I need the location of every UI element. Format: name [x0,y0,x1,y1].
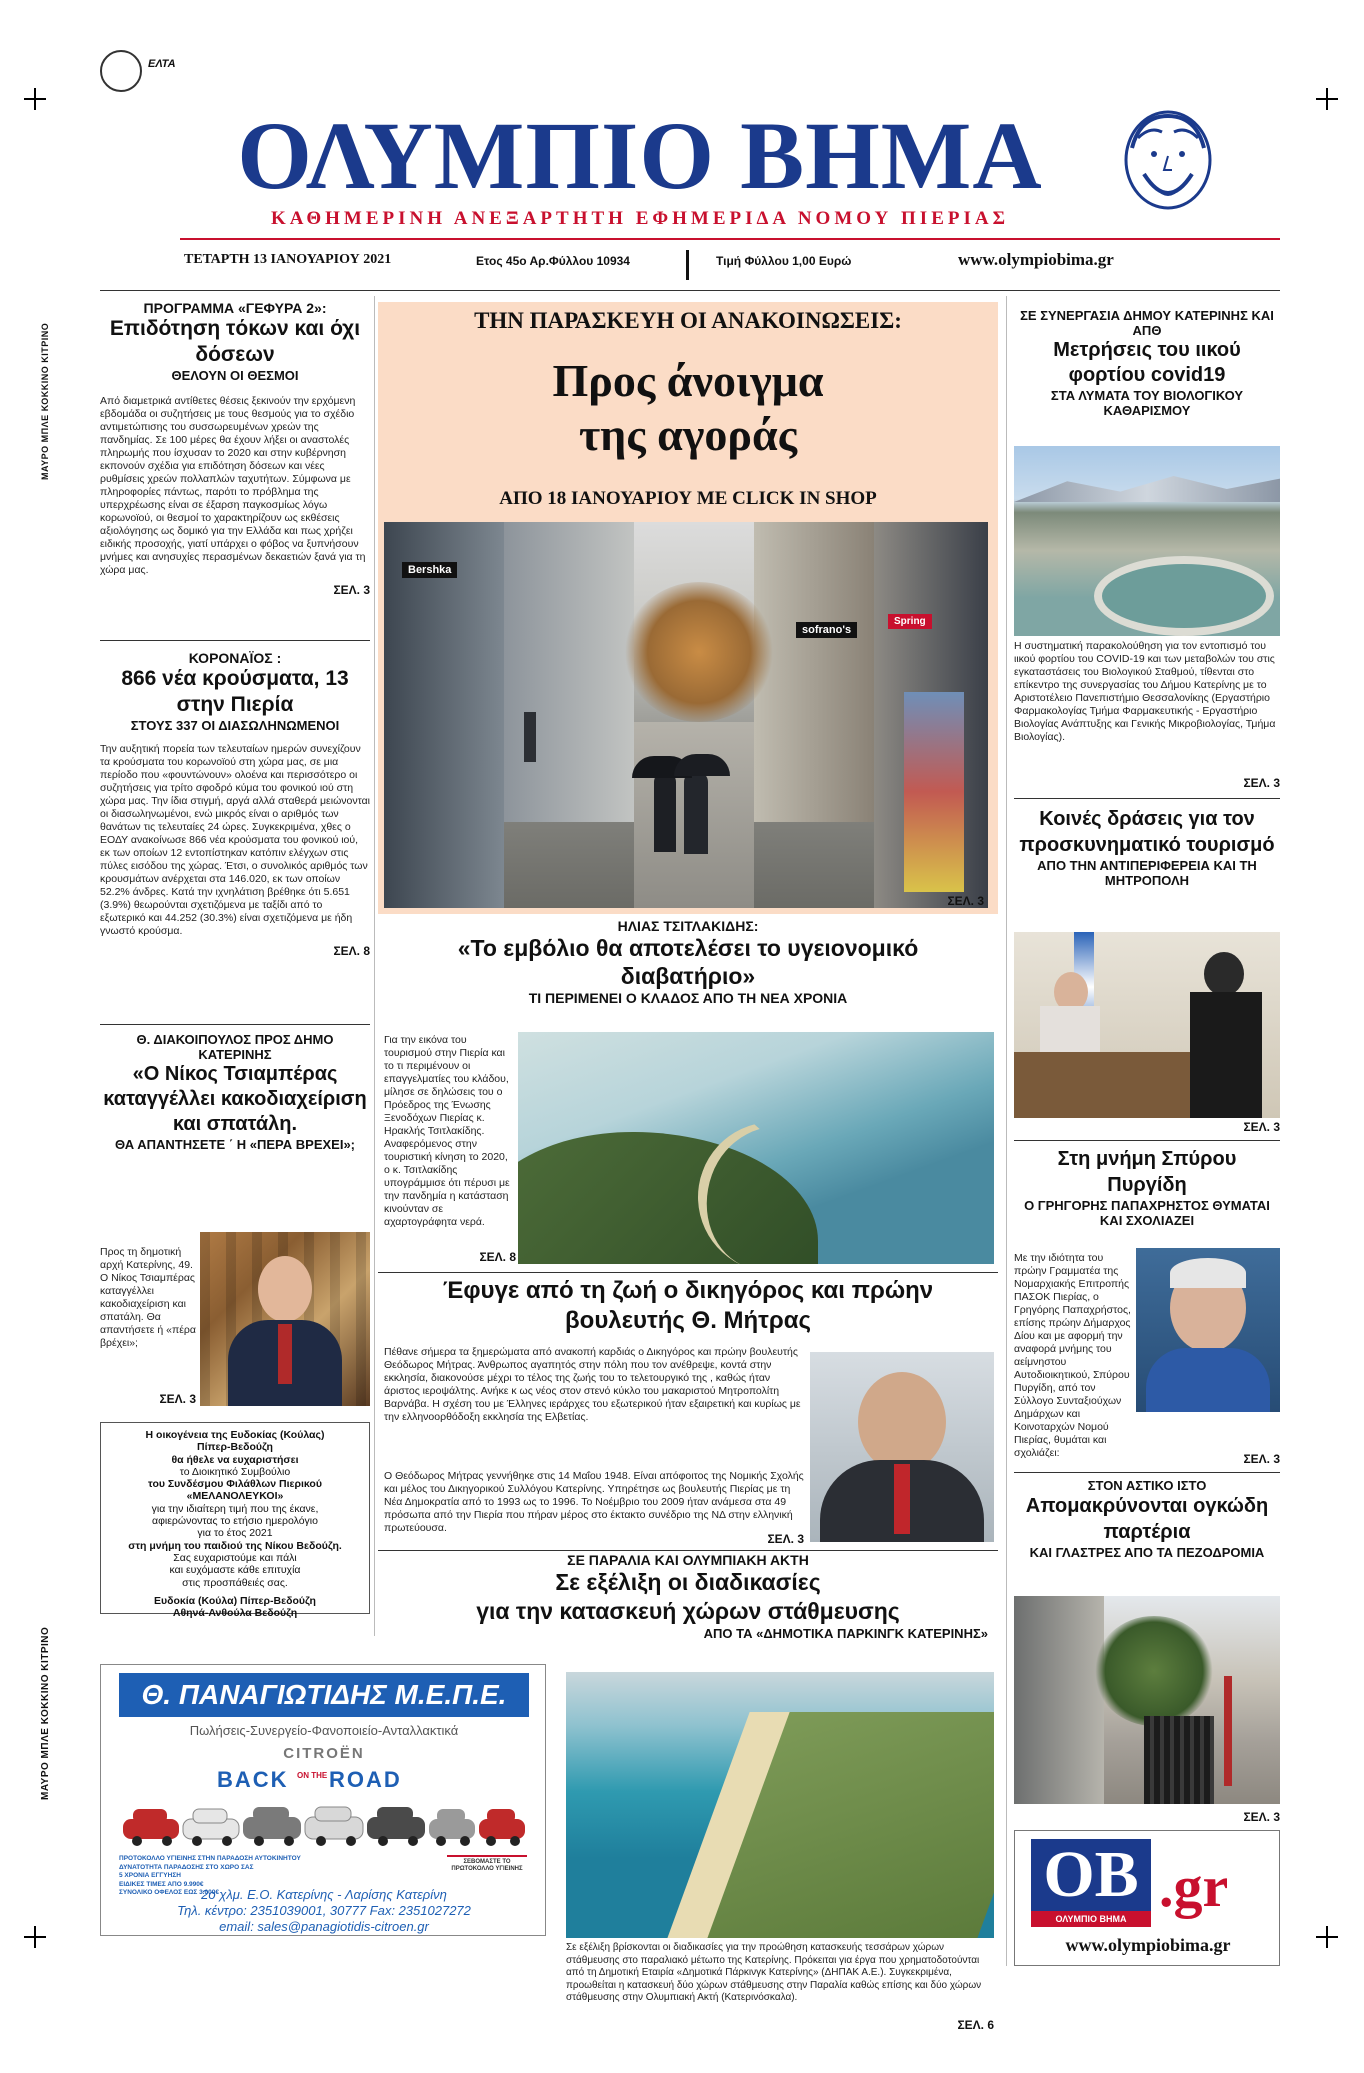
headline: Επιδότηση τόκων και όχι δόσεων [109,317,361,366]
page-ref: ΣΕΛ. 3 [1243,1810,1280,1824]
notice-line: αφιερώνοντας το ετήσιο ημερολόγιο [152,1515,318,1528]
ad-company: Θ. ΠΑΝΑΓΙΩΤΙΔΗΣ Μ.Ε.Π.Ε. [119,1673,529,1717]
divider [686,250,689,280]
page-ref: ΣΕΛ. 6 [957,2018,994,2032]
ob-logo-name: ΟΛΥΜΠΙΟ ΒΗΜΑ [1031,1911,1151,1927]
page-ref: ΣΕΛ. 3 [1243,776,1280,790]
meeting-photo [1014,932,1280,1118]
website-link[interactable]: www.olympiobima.gr [958,250,1114,269]
notice-line: του Συνδέσμου Φιλάθλων Πιερικού [148,1478,322,1491]
headline-line1: Σε εξέλιξη οι διαδικασίες [555,1569,821,1595]
article-gefyra [100,300,370,597]
kicker: ΗΛΙΑΣ ΤΣΙΤΛΑΚΙΔΗΣ: [617,918,759,934]
ad-bullet: ΕΙΔΙΚΕΣ ΤΙΜΕΣ ΑΠΟ 9.990€ [119,1880,204,1888]
ad-bullet: 5 ΧΡΟΝΙΑ ΕΓΓΥΗΣΗ [119,1872,181,1879]
article-liakopoulos [100,1032,370,1152]
kicker: ΣΕ ΣΥΝΕΡΓΑΣΙΑ ΔΗΜΟΥ ΚΑΤΕΡΙΝΗΣ ΚΑΙ ΑΠΘ [1020,308,1274,338]
subhead: ΑΠΟ ΤΗΝ ΑΝΤΙΠΕΡΙΦΕΡΕΙΑ ΚΑΙ ΤΗ ΜΗΤΡΟΠΟΛΗ [1037,858,1257,888]
mitras-portrait-photo [810,1352,994,1542]
article-pyrgidis [1014,1146,1280,1228]
ad-slogan-onthe: ON THE [297,1771,328,1780]
article-tourism [1014,806,1280,888]
headline: «Ο Νίκος Τσιαμπέρας καταγγέλλει κακοδιαχείριση και σπατάλη. [103,1063,367,1135]
cars-illustration [119,1797,529,1851]
body-text: Με την ιδιότητα του πρώην Γραμματέα της Νομαρχιακής Επιτροπής ΠΑΣΟΚ Πιερίας, ο Γρηγόρης Παπαχρήστος, επίσης πρώην Δήμαρχος Δίου και με αφορμή την αναφορά μνήμης του αείμνηστου Αυτοδιοικητικού, Σπύρου Πυργίδη, από τον Σύλλογο Συνταξιούχων Δημάρχων και Κοινοταρχών Νομού Πιερίας, θυμάται και σχολιάζει: [1014,1252,1131,1459]
coast-aerial-photo [518,1032,994,1264]
article-mitras [378,1276,998,1336]
subhead: ΘΑ ΑΠΑΝΤΗΣΕΤΕ ΄ Η «ΠΕΡΑ ΒΡΕΧΕΙ»; [114,1137,356,1152]
citroen-ad [100,1664,546,1936]
body-text: Την αυξητική πορεία των τελευταίων ημερών συνεχίζουν τα κρούσματα του κορωνοϊού στη χώρα μας, σε μια περίοδο που «φουντώνουν» ολοένα και περισσότερο οι συζητήσεις για τρίτο σφοδρό κύμα του φονικού ιού στη χώρα μας. Την ίδια στιγμή, αργά αλλά σταθερά μειώνονται οι διασωληνωμένοι, ενώ μικρός είναι ο αριθμός των θανάτων τις τελευταίες 24 ώρες. Συγκεκριμένα, χθες ο ΕΟΔΥ ανακοίνωσε 866 νέα κρούσματα του φονικού ιού, εκ των οποίων 12 εντοπίστηκαν κατόπιν ελέγχων στις πύλες εισόδου της χώρας. Έτσι, ο συνολικός αριθμός των κρουσμάτων ανέρχεται στα 146.020, εκ των οποίων 52.2% άνδρες. Κατά την ιχνηλάτιση βρέθηκε ότι 5.651 (3.9%) θεωρούνται σχετιζόμενα με ταξίδι από το εξωτερικό και 44.252 (30.3%) είναι σχετιζόμενα με ήδη γνωστό κρούσμα. [100,743,371,937]
headline: «Το εμβόλιο θα αποτελέσει το υγειονομικό διαβατήριο» [457,935,919,989]
shop-sign: sofrano's [796,622,857,638]
promo-url[interactable]: www.olympiobima.gr [1065,1935,1231,1955]
shopping-street-photo [384,522,988,908]
headline-line2: για την κατασκευή χώρων στάθμευσης [476,1598,900,1624]
lead-subhead: ΑΠΟ 18 ΙΑΝΟΥΑΡΙΟΥ ΜΕ CLICK IN SHOP [499,488,877,509]
headline: Μετρήσεις του ιικού φορτίου covid19 [1053,339,1241,386]
crop-mark [24,1926,46,1948]
body-text: Ο Θεόδωρος Μήτρας γεννήθηκε στις 14 Μαΐου 1948. Είναι απόφοιτος της Νομικής Σχολής και μέλος του Δικηγορικού Συλλόγου Κατερίνης. Υπηρέτησε ως βουλευτής Πιερίας με τη Νέα Δημοκρατία από το 1993 ως το 1996. Το Νοέμβριο του 2009 ήταν ανάμεσα στα 49 πρόσωπα από την Πιερία που πήραν μέρος στο έκτακτο συνέδριο της ΝΔ στην ελληνική πρωτεύουσα. [384,1470,804,1534]
ad-email[interactable]: email: sales@panagiotidis-citroen.gr [219,1919,429,1934]
ad-bullet: ΣΥΝΟΛΙΚΟ ΟΦΕΛΟΣ ΕΩΣ 3.000€ [119,1889,219,1896]
crop-mark [1316,1926,1338,1948]
lead-headline-line2: της αγοράς [578,409,798,460]
body-text: Πέθανε σήμερα τα ξημερώματα από ανακοπή καρδιάς ο Δικηγόρος και πρώην βουλευτής Θεόδωρος Μήτρας. Άνθρωπος αγαπητός στην πόλη που τον ανέθρεψε, κοντά στην εκκλησία, διακονούσε μέχρι το τέλος της ζωής του το τελετουργικό της , καθώς ήταν άριστος ιεροψάλτης. Ανήκε κ ως νέος στον στενό κύκλο του μακαριστού Μητροπολίτη Βαρνάβα. Η σχέση του με Έλληνες ιεράρχες του εξωτερικού ήταν εξαιρετική και κυρίως με την ελληνοορθόδοξη εκκλησία της Ελβετίας. [384,1346,801,1423]
ad-bullet: ΠΡΟΤΟΚΟΛΛΟ ΥΓΙΕΙΝΗΣ ΣΤΗΝ ΠΑΡΑΔΟΣΗ ΑΥΤΟΚΙΝΗΤΟΥ [119,1855,301,1862]
body-text: Η συστηματική παρακολούθηση για τον εντοπισμό του ιικού φορτίου του COVID-19 και των μεταβολών του στις εγκαταστάσεις του Βιολογικού Σταθμού, τίθενται στο επίκεντρο της συνεργασίας του Δήμου Κατερίνης με το Αριστοτέλειο Πανεπιστήμιο Θεσσαλονίκης (Εργαστήριο Φαρμακολογίας Τμήμα Φαρμακευτικής - Εργαστήριο Βιολογίας Ανάπτυξης και Γενικής Μικροβιολογίας, Τμήμα Βιολογίας). [1014,640,1276,743]
citroen-logo: CITROËN [283,1745,365,1762]
subhead: ΚΑΙ ΓΛΑΣΤΡΕΣ ΑΠΟ ΤΑ ΠΕΖΟΔΡΟΜΙΑ [1029,1545,1265,1560]
kicker: Θ. ΔΙΑΚΟΙΠΟΥΛΟΣ ΠΡΟΣ ΔΗΜΟ ΚΑΤΕΡΙΝΗΣ [136,1032,334,1062]
kicker: ΚΟΡΟΝΑΪΟΣ : [188,650,282,666]
kicker: ΣΕ ΠΑΡΑΛΙΑ ΚΑΙ ΟΛΥΜΠΙΑΚΗ ΑΚΤΗ [567,1552,809,1568]
notice-line: στη μνήμη του παιδιού της Νίκου Βεδούζη. [128,1539,342,1552]
subhead: ΣΤΟΥΣ 337 ΟΙ ΔΙΑΣΩΛΗΝΩΜΕΝΟΙ [130,718,340,733]
headline: Απομακρύνονται ογκώδη παρτέρια [1025,1495,1269,1543]
shop-sign: Spring [888,614,932,629]
subhead: Ο ΓΡΗΓΟΡΗΣ ΠΑΠΑΧΡΗΣΤΟΣ ΘΥΜΑΤΑΙ ΚΑΙ ΣΧΟΛΙΑΖΕΙ [1024,1198,1270,1228]
article-trees [1014,1478,1280,1560]
body-text: Σε εξέλιξη βρίσκονται οι διαδικασίες για την προώθηση κατασκευής τεσσάρων χώρων στάθμευσης στο παραλιακό μέτωπο της Κατερίνης. Πρόκειται για έργα που χρηματοδοτούνται από τη Δημοτική Εταιρία «Δημοτικά Πάρκινγκ Κατερίνης» (ΔΗΠΑΚ Α.Ε.). Συγκεκριμένα, προωθείται η κατασκευή δύο χώρων στάθμευσης στην Παραλία καθώς επίσης και δύο χώρων στάθμευσης στην Ολυμπιακή Ακτή (Κατερινόσκαλα). [566,1942,982,2003]
issue-price: Τιμή Φύλλου 1,00 Ευρώ [716,254,852,268]
sidewalk-planters-photo [1014,1596,1280,1804]
notice-line: για την ιδιαίτερη τιμή που της έκανε, [151,1502,319,1515]
body-text: Για την εικόνα του τουρισμού στην Πιερία και το τι περιμένουν οι επαγγελματίες του κλάδου, μίλησε σε δηλώσεις του ο Πρόεδρος της Ένωσης Ξενοδόχων Πιερίας κ. Ηρακλής Τσιτλακίδης. Αναφερόμενος στην τουριστική κίνηση το 2020, ο κ. Τσιτλακίδης υπογράμμισε ότι πέρυσι με την πανδημία η κατάσταση κινούνταν σε αχαρτογράφητα νερά. [384,1034,510,1228]
headline: 866 νέα κρούσματα, 13 στην Πιερία [121,667,349,716]
masthead-rule [180,238,1280,240]
article-tsitlakidis [378,918,998,1006]
notice-line: Αθηνά-Ανθούλα Βεδούζη [172,1607,298,1620]
page-ref: ΣΕΛ. 3 [767,1532,804,1546]
elta-logo: ΕΛΤΑ [148,58,176,70]
crop-mark [24,88,46,110]
masthead-bottom-rule [100,290,1280,291]
notice-line: Πίπερ-Βεδούζη [197,1441,273,1454]
subhead: ΤΙ ΠΕΡΙΜΕΝΕΙ Ο ΚΛΑΔΟΣ ΑΠΟ ΤΗ ΝΕΑ ΧΡΟΝΙΑ [528,990,848,1006]
zeus-head-logo [1110,108,1226,216]
notice-line: Σας ευχαριστούμε και πάλι [173,1551,297,1564]
headline: Έφυγε από τη ζωή ο δικηγόρος και πρώην βουλευτής Θ. Μήτρας [442,1277,934,1334]
ad-hygiene-badge: ΣΕΒΟΜΑΣΤΕ ΤΟ ΠΡΩΤΟΚΟΛΛΟ ΥΓΙΕΙΝΗΣ [447,1855,527,1873]
crop-mark [1316,88,1338,110]
page-ref: ΣΕΛ. 3 [1243,1452,1280,1466]
treatment-plant-photo [1014,446,1280,636]
article-covid-sewage [1014,308,1280,418]
gr-logo: .gr [1159,1854,1229,1919]
lead-headline-line1: Προς άνοιγμα [552,355,824,406]
notice-line: Η οικογένεια της Ευδοκίας (Κούλας) [145,1429,325,1441]
notice-line: και ευχόμαστε κάθε επιτυχία [169,1564,301,1577]
page-ref: ΣΕΛ. 3 [159,1392,196,1406]
article-parking [378,1552,998,1641]
beach-aerial-photo [566,1672,994,1938]
shop-sign: Bershka [402,562,457,578]
page-ref: ΣΕΛ. 3 [1243,1120,1280,1134]
ad-address: 2ο χλμ. Ε.Ο. Κατερίνης - Λαρίσης Κατερίνη [201,1887,447,1902]
article-corona [100,650,370,958]
masthead-title: ΟΛΥΜΠΙΟ ΒΗΜΑ [237,102,1043,209]
ad-phones: Τηλ. κέντρο: 2351039001, 30777 Fax: 2351027272 [177,1903,471,1918]
page-ref: ΣΕΛ. 3 [333,583,370,597]
color-bar-label: ΜΑΥΡΟ ΜΠΛΕ ΚΟΚΚΙΝΟ ΚΙΤΡΙΝΟ [40,1626,51,1800]
page-ref: ΣΕΛ. 8 [479,1250,516,1264]
postal-seal-icon [100,50,142,92]
subhead: ΘΕΛΟΥΝ ΟΙ ΘΕΣΜΟΙ [171,368,299,383]
notice-line: το Διοικητικό Συμβούλιο [179,1465,291,1478]
notice-line: θα ήθελε να ευχαριστήσει [171,1453,299,1466]
ad-slogan-back: BACK [217,1767,289,1792]
issue-date: ΤΕΤΑΡΤΗ 13 ΙΑΝΟΥΑΡΙΟΥ 2021 [184,252,392,267]
issue-number: Ετος 45ο Αρ.Φύλλου 10934 [476,254,630,268]
site-promo[interactable] [1014,1830,1280,1966]
ad-services: Πωλήσεις-Συνεργείο-Φανοποιείο-Ανταλλακτικά [189,1723,459,1738]
notice-line: για το έτος 2021 [197,1527,273,1540]
headline: Κοινές δράσεις για τον προσκυνηματικό τουρισμό [1019,808,1275,856]
ad-bullet: ΔΥΝΑΤΟΤΗΤΑ ΠΑΡΑΔΟΣΗΣ ΣΤΟ ΧΩΡΟ ΣΑΣ [119,1863,254,1871]
kicker: ΣΤΟΝ ΑΣΤΙΚΟ ΙΣΤΟ [1087,1478,1207,1493]
masthead-subtitle: ΚΑΘΗΜΕΡΙΝΗ ΑΝΕΞΑΡΤΗΤΗ ΕΦΗΜΕΡΙΔΑ ΝΟΜΟΥ ΠΙΕΡΙΑΣ [270,208,1010,229]
lead-kicker: ΤΗΝ ΠΑΡΑΣΚΕΥΗ ΟΙ ΑΝΑΚΟΙΝΩΣΕΙΣ: [474,308,902,333]
notice-line: «ΜΕΛΑΝΟΛΕΥΚΟΙ» [186,1490,284,1503]
papachristos-portrait-photo [1136,1248,1280,1412]
color-bar-label: ΜΑΥΡΟ ΜΠΛΕ ΚΟΚΚΙΝΟ ΚΙΤΡΙΝΟ [40,322,50,480]
page-ref: ΣΕΛ. 8 [333,944,370,958]
portrait-photo [200,1232,370,1406]
ob-logo: OB [1031,1839,1151,1911]
ad-slogan-road: ROAD [329,1767,402,1792]
kicker: ΠΡΟΓΡΑΜΜΑ «ΓΕΦΥΡΑ 2»: [143,300,327,316]
subhead: ΑΠΟ ΤΑ «ΔΗΜΟΤΙΚΑ ΠΑΡΚΙΝΓΚ ΚΑΤΕΡΙΝΗΣ» [703,1626,988,1641]
thanks-notice [100,1422,370,1620]
headline: Στη μνήμη Σπύρου Πυργίδη [1057,1148,1237,1196]
subhead: ΣΤΑ ΛΥΜΑΤΑ ΤΟΥ ΒΙΟΛΟΓΙΚΟΥ ΚΑΘΑΡΙΣΜΟΥ [1050,388,1244,418]
notice-line: στις προσπάθειές σας. [182,1576,288,1589]
body-text: Προς τη δημοτική αρχή Κατερίνης, 49. Ο Νίκος Τσιαμπέρας καταγγέλλει κακοδιαχείριση και σπατάλη. Θα απαντήσετε ή «πέρα βρέχει»; [100,1246,196,1349]
body-text: Από διαμετρικά αντίθετες θέσεις ξεκινούν την ερχόμενη εβδομάδα οι συζητήσεις με τους θεσμούς για το σχέδιο αντιμετώπισης του συσσωρευμένων χρεών της πανδημίας. Σε 100 μέρες θα έχουν λήξει οι αναστολές πληρωμής που ίσχυσαν το 2020 και στην κυβέρνηση εκπονούν σχέδια για επιδότηση δόσεων και νέες ρυθμίσεις χρεών πολλαπλών ταχυτήτων. Σύμφωνα με πληροφορίες πάντως, παρότι το πρόβλημα της υπερχρέωσης είναι σε έξαρση παγκοσμίως λόγω κορωνοϊού, οι θεσμοί το χαρακτηρίζουν ως εκθέσεις αξιολόγησης ως δομικό για την Ελλάδα και πως χρήζει ειδικής προσοχής, γιατί υπάρχει ο φόβος να ξυπνήσουν μνήμες και ανησυχίες περασμένων δεκαετιών ξανά για τη χώρα μας. [100,395,366,576]
page-ref: ΣΕΛ. 3 [947,894,984,908]
notice-line: Ευδοκία (Κούλα) Πίπερ-Βεδούζη [154,1594,316,1607]
